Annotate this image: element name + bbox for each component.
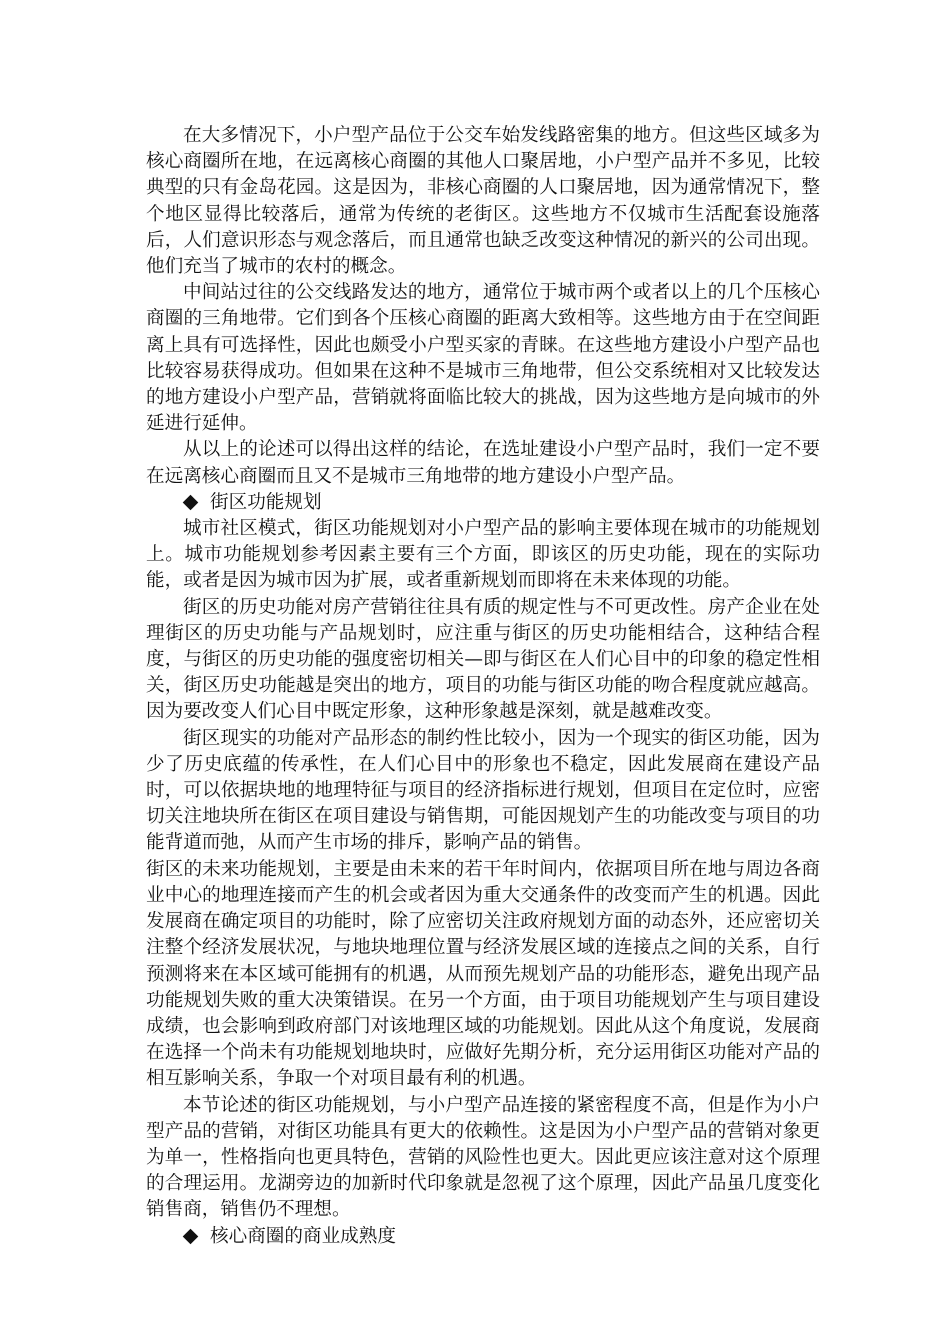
paragraph: 城市社区模式，街区功能规划对小户型产品的影响主要体现在城市的功能规划上。城市功能规划参考因素主要有三个方面，即该区的历史功能，现在的实际功能，或者是因为城市因为扩展，或者重新规划而即将在未来体现的功能。	[146, 518, 820, 592]
diamond-bullet-icon	[183, 1229, 199, 1245]
paragraph: 从以上的论述可以得出这样的结论，在选址建设小户型产品时，我们一定不要在远离核心商圈而且又不是城市三角地带的地方建设小户型产品。	[146, 439, 820, 487]
section-heading-text: 核心商圈的商业成熟度	[210, 1225, 396, 1247]
section-heading	[146, 1224, 820, 1250]
section-heading	[146, 490, 820, 516]
paragraph: 街区现实的功能对产品形态的制约性比较小，因为一个现实的街区功能，因为少了历史底蕴的传承性，在人们心目中的形象也不稳定，因此发展商在建设产品时，可以依据块地的地理特征与项目的经济指标进行规划，但项目在定位时，应密切关注地块所在街区在项目建设与销售期，可能因规划产生的功能改变与项目的功能背道而弛，从而产生市场的排斥，影响产品的销售。	[146, 727, 820, 854]
paragraph: 街区的历史功能对房产营销往往具有质的规定性与不可更改性。房产企业在处理街区的历史功能与产品规划时，应注重与街区的历史功能相结合，这种结合程度，与街区的历史功能的强度密切相关—即与街区在人们心目中的印象的稳定性相关，街区历史功能越是突出的地方，项目的功能与街区功能的吻合程度就应越高。因为要改变人们心目中既定形象，这种形象越是深刻，就是越难改变。	[146, 596, 820, 723]
diamond-bullet-icon	[183, 495, 199, 511]
paragraph: 中间站过往的公交线路发达的地方，通常位于城市两个或者以上的几个压核心商圈的三角地带。它们到各个压核心商圈的距离大致相等。这些地方由于在空间距离上具有可选择性，因此也颇受小户型买家的青睐。在这些地方建设小户型产品也比较容易获得成功。但如果在这种不是城市三角地带，但公交系统相对又比较发达的地方建设小户型产品，营销就将面临比较大的挑战，因为这些地方是向城市的外延进行延伸。	[146, 282, 820, 435]
paragraph: 街区的未来功能规划，主要是由未来的若干年时间内，依据项目所在地与周边各商业中心的地理连接而产生的机会或者因为重大交通条件的改变而产生的机遇。因此发展商在确定项目的功能时，除了应密切关注政府规划方面的动态外，还应密切关注整个经济发展状况，与地块地理位置与经济发展区域的连接点之间的关系，自行预测将来在本区域可能拥有的机遇，从而预先规划产品的功能形态，避免出现产品功能规划失败的重大决策错误。在另一个方面，由于项目功能规划产生与项目建设成绩，也会影响到政府部门对该地理区域的功能规划。因此从这个角度说，发展商在选择一个尚未有功能规划地块时，应做好先期分析，充分运用街区功能对产品的相互影响关系，争取一个对项目最有利的机遇。	[146, 858, 820, 1090]
paragraph: 本节论述的街区功能规划，与小户型产品连接的紧密程度不高，但是作为小户型产品的营销，对街区功能具有更大的依赖性。这是因为小户型产品的营销对象更为单一，性格指向也更具特色，营销的风险性也更大。因此更应该注意对这个原理的合理运用。龙湖旁边的加新时代印象就是忽视了这个原理，因此产品虽几度变化销售商，销售仍不理想。	[146, 1094, 820, 1221]
section-heading-text: 街区功能规划	[210, 491, 322, 513]
paragraph: 在大多情况下，小户型产品位于公交车始发线路密集的地方。但这些区域多为核心商圈所在地，在远离核心商圈的其他人口聚居地，小户型产品并不多见，比较典型的只有金岛花园。这是因为，非核心商圈的人口聚居地，因为通常情况下，整个地区显得比较落后，通常为传统的老街区。这些地方不仅城市生活配套设施落后，人们意识形态与观念落后，而且通常也缺乏改变这种情况的新兴的公司出现。他们充当了城市的农村的概念。	[146, 125, 820, 278]
document-body	[146, 123, 820, 1250]
